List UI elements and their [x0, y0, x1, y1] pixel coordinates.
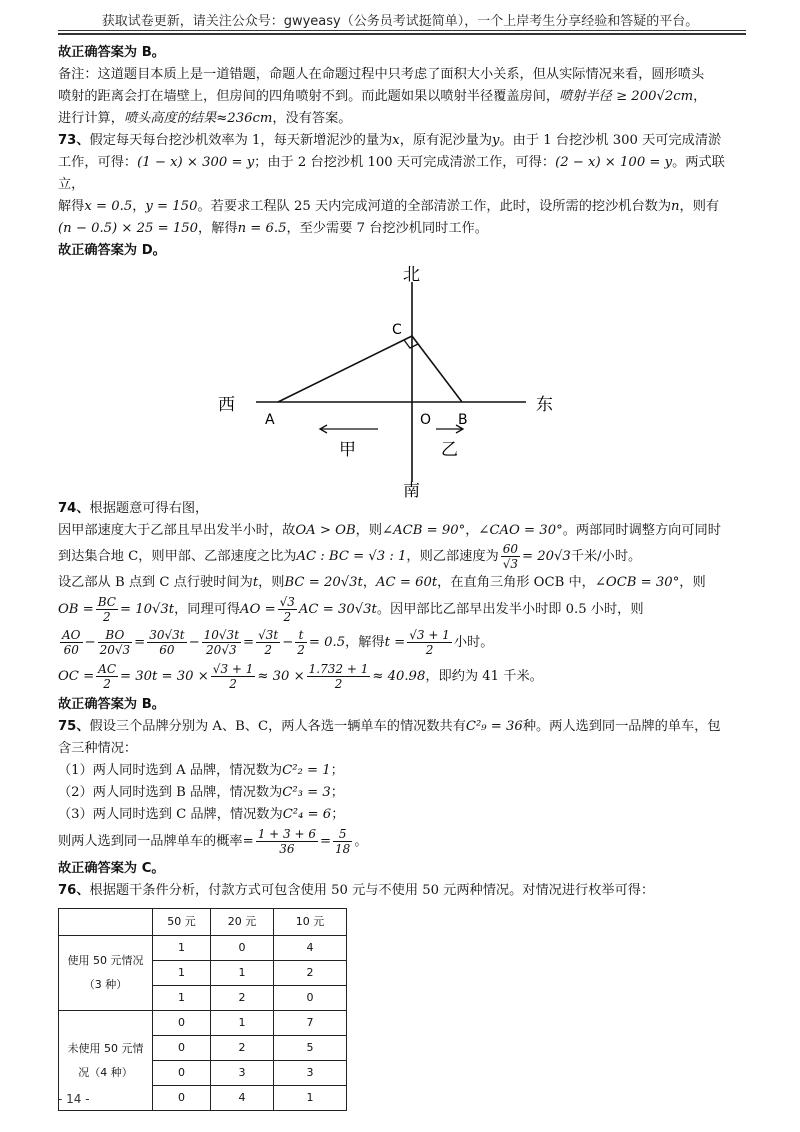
q74-var-t: t: [252, 575, 259, 590]
q74-operator: −: [84, 635, 96, 650]
q74-equation: = 10√3t: [119, 602, 175, 617]
q72-note-end-2: ，没有答案。: [272, 111, 352, 126]
q74-fraction: [407, 628, 452, 657]
point-a: A: [265, 412, 275, 428]
q74-equation: AC = 60t: [376, 575, 438, 590]
fraction-denominator: 2: [103, 610, 111, 624]
fraction-numerator: AC: [98, 662, 117, 676]
fraction-numerator: 1 + 3 + 6: [257, 827, 316, 841]
q74-equation: BC = 20√3t: [284, 575, 363, 590]
q75-number: 75、: [58, 719, 90, 734]
q74-text: 。两部同时调整方向可同时: [562, 523, 721, 538]
fraction-denominator: 2: [425, 643, 434, 657]
table-cell: 0: [153, 1036, 211, 1061]
q74-text: 。因甲部比乙部早出发半小时即 0.5 小时，则: [376, 602, 644, 617]
q74-line1: [58, 498, 748, 520]
q72-note-handwritten-2: 喷头高度的结果≈236cm: [123, 111, 273, 126]
fraction-denominator: 60: [63, 643, 79, 657]
q73-text: ，: [132, 199, 146, 214]
q74-fraction: [307, 662, 371, 691]
fraction-denominator: 2: [264, 643, 272, 657]
diagram-svg: [58, 262, 748, 498]
table-header: [59, 909, 153, 936]
fraction-denominator: 18: [335, 842, 351, 856]
segment-ac: [278, 336, 412, 402]
table-cell: 1: [153, 936, 211, 961]
fraction-numerator: AO: [62, 628, 81, 642]
q75-operator: =: [242, 834, 254, 849]
fraction-numerator: BC: [97, 595, 116, 609]
q74-line5: [58, 594, 748, 626]
q74-fraction: [96, 595, 118, 624]
q73-text: ，则有: [679, 199, 720, 214]
q73-text: 假定每天每台挖沙机效率为 1，每天新增泥沙的量为: [89, 133, 393, 148]
q74-text: 小时。: [453, 635, 494, 650]
table-row: [59, 1011, 347, 1036]
q76-line1: [58, 880, 748, 902]
label-north: 北: [403, 265, 420, 285]
q74-operator: =: [243, 635, 255, 650]
q74-text: ，同理可得: [174, 602, 241, 617]
q72-answer: 故正确答案为 B。: [58, 45, 165, 60]
point-o: O: [420, 412, 432, 428]
fraction-denominator: 2: [103, 677, 111, 691]
q73-var-y: y: [492, 133, 500, 148]
q74-fraction: [256, 628, 280, 657]
q74-equation: ≈ 30 ×: [257, 669, 305, 684]
q75-equation: C²₉ = 36: [465, 719, 523, 734]
table-cell: 0: [153, 1061, 211, 1086]
q75-text: 种。两人选到同一品牌的单车，包: [522, 719, 721, 734]
q75-text: 假设三个品牌分别为 A、B、C，两人各选一辆单车的情况数共有: [89, 719, 466, 734]
q72-note-handwritten: 喷射半径 ≥ 200√2cm: [559, 89, 694, 104]
group-label-line: 未使用 50 元情: [67, 1041, 144, 1055]
q74-line7: [58, 660, 748, 694]
group-label-used-50: [59, 936, 153, 1011]
q74-text: 到达集合地 C，则甲部、乙部速度之比为: [58, 549, 297, 564]
table-cell: 1: [274, 1086, 347, 1111]
q73-var-x: x: [392, 133, 400, 148]
q73-answer: 故正确答案为 D。: [58, 243, 166, 258]
fraction-numerator: √3t: [258, 628, 279, 642]
table-cell: 3: [211, 1061, 274, 1086]
label-east: 东: [536, 395, 553, 415]
q73-text: 。由于 1 台挖沙机 300 天可完成清淤: [499, 133, 722, 148]
q72-note-text: 喷射的距离会打在墙壁上，但房间的四角喷射不到。而此题如果以喷射半径覆盖房间，: [58, 89, 560, 104]
q73-var-n: n: [671, 199, 680, 214]
q74-operator: −: [282, 635, 294, 650]
label-west: 西: [218, 395, 235, 415]
q72-note-line2: [58, 86, 748, 108]
q74-fraction: [60, 628, 83, 657]
table-cell: 7: [274, 1011, 347, 1036]
table-cell: 2: [211, 986, 274, 1011]
group-label-line: （3 种）: [83, 978, 128, 991]
table-cell: 0: [211, 936, 274, 961]
fraction-denominator: 20√3: [206, 643, 237, 657]
q74-fraction: [98, 628, 133, 657]
q74-line4: [58, 572, 748, 594]
q74-text: ，则: [355, 523, 383, 538]
q74-equation: = 20√3: [521, 549, 571, 564]
q73-text: 解得: [58, 199, 85, 214]
q73-text: ；由于 2 台挖沙机 100 天可完成清淤工作，可得：: [254, 155, 556, 170]
q74-equation: ≈ 40.98: [372, 669, 426, 684]
fraction-denominator: 20√3: [99, 643, 131, 657]
table-cell: 1: [153, 961, 211, 986]
q74-equation: OB =: [58, 602, 94, 617]
q72-note-pre: 进行计算，: [58, 111, 124, 126]
q74-text: 设乙部从 B 点到 C 点行驶时间为: [58, 575, 253, 590]
q73-text: ，至少需要 7 台挖沙机同时工作。: [286, 221, 488, 236]
q75-case3: [58, 804, 748, 826]
q75-text: ；: [331, 807, 345, 822]
q73-number: 73、: [58, 133, 90, 148]
payment-enumeration-table: [58, 908, 347, 1111]
q73-text: 工作，可得：: [58, 155, 138, 170]
q75-text: （2）两人同时选到 B 品牌，情况数为: [58, 785, 283, 800]
table-header-row: [59, 909, 347, 936]
fraction-numerator: t: [295, 628, 307, 643]
q75-equation: C²₂ = 1: [282, 763, 331, 778]
table-header: 10 元: [274, 909, 347, 936]
q74-text: ，则: [679, 575, 706, 590]
q73-line4: [58, 218, 748, 240]
fraction-numerator: 5: [333, 827, 352, 842]
table-cell: 0: [274, 986, 347, 1011]
q73-equation: n = 6.5: [237, 221, 287, 236]
segment-cb: [412, 336, 462, 402]
table-cell: 0: [153, 1086, 211, 1111]
q75-text: （1）两人同时选到 A 品牌，情况数为: [58, 763, 283, 778]
q74-fraction: [278, 595, 297, 624]
header-rule-thick: [58, 33, 746, 35]
q74-equation: t =: [384, 635, 406, 650]
q74-text: ，则: [258, 575, 285, 590]
q74-equation: AO =: [240, 602, 276, 617]
q74-number: 74、: [58, 501, 90, 516]
point-c: C: [392, 322, 402, 338]
fraction-denominator: √3: [502, 557, 518, 571]
q74-text: 因甲部速度大于乙部且早出发半小时，故: [58, 523, 296, 538]
label-yi: 乙: [441, 440, 458, 460]
q75-answer: 故正确答案为 C。: [58, 861, 165, 876]
label-jia: 甲: [339, 440, 356, 460]
fraction-numerator: 1.732 + 1: [308, 662, 369, 676]
q74-fraction: [202, 628, 241, 657]
page-content: [58, 42, 748, 1111]
direction-diagram: [58, 262, 748, 498]
point-b: B: [458, 412, 468, 428]
q74-text: ，即约为 41 千米。: [425, 669, 543, 684]
table-cell: 3: [274, 1061, 347, 1086]
table-header: 20 元: [211, 909, 274, 936]
q74-text: ，在直角三角形 OCB 中，: [437, 575, 595, 590]
q74-answer: 故正确答案为 B。: [58, 697, 165, 712]
q74-fraction: [147, 628, 186, 657]
q74-line2: [58, 520, 748, 542]
fraction-denominator: 60: [159, 643, 175, 657]
table-cell: 2: [211, 1036, 274, 1061]
q73-text: 。若要求工程队 25 天内完成河道的全部清淤工作，此时，设所需的挖沙机台数为: [197, 199, 672, 214]
q74-operator: =: [134, 635, 146, 650]
q73-text: 。两式联立，: [58, 155, 725, 192]
fraction-numerator: 30√3t: [149, 628, 185, 642]
q74-fraction: [96, 662, 118, 691]
q75-line1: [58, 716, 748, 738]
q73-equation: y = 150: [145, 199, 198, 214]
q73-equation: (n − 0.5) × 25 = 150: [58, 221, 199, 236]
fraction-numerator: √3 + 1: [212, 662, 254, 676]
q75-fraction: [333, 827, 352, 856]
q74-line6: [58, 626, 748, 660]
q74-text: ，解得: [345, 635, 385, 650]
q75-case2: [58, 782, 748, 804]
q74-equation: ∠CAO = 30°: [478, 523, 563, 538]
q73-line3: [58, 196, 748, 218]
q74-equation: ∠ACB = 90°: [382, 523, 466, 538]
q73-line1: [58, 130, 748, 152]
q76-number: 76、: [58, 883, 90, 898]
fraction-denominator: 36: [279, 842, 295, 856]
q73-equation: (1 − x) × 300 = y: [137, 155, 255, 170]
q74-line3: [58, 542, 748, 572]
table-cell: 4: [211, 1086, 274, 1111]
table-header: 50 元: [153, 909, 211, 936]
q75-operator: =: [319, 834, 332, 849]
q76-text: 根据题干条件分析，付款方式可包含使用 50 元与不使用 50 元两种情况。对情况进行枚举可得：: [89, 883, 655, 898]
table-cell: 5: [274, 1036, 347, 1061]
q72-note-end: ，: [693, 89, 707, 104]
q75-text: 。: [354, 834, 368, 849]
q74-equation: OC =: [58, 669, 95, 684]
q74-fraction: [501, 542, 520, 571]
table-cell: 1: [211, 1011, 274, 1036]
group-label-line: 况（4 种）: [78, 1065, 133, 1079]
q74-equation: ∠OCB = 30°: [594, 575, 680, 590]
q74-text: 千米/小时。: [570, 549, 642, 564]
q75-case1: [58, 760, 748, 782]
q74-equation: AC : BC = √3 : 1: [296, 549, 407, 564]
q75-text: ；: [330, 763, 344, 778]
table-cell: 1: [153, 986, 211, 1011]
q73-text: ，原有泥沙量为: [399, 133, 493, 148]
q75-equation: C²₃ = 3: [282, 785, 331, 800]
q74-text: ，: [465, 523, 479, 538]
q74-fraction: [211, 662, 256, 691]
q74-equation: = 0.5: [308, 635, 346, 650]
fraction-denominator: 2: [334, 677, 343, 691]
group-label-line: 使用 50 元情况: [67, 954, 144, 967]
q74-equation: = 30t = 30 ×: [120, 669, 209, 684]
q74-equation: OA > OB: [295, 523, 356, 538]
fraction-numerator: √3 + 1: [409, 628, 450, 642]
q75-text: ；: [330, 785, 344, 800]
fraction-numerator: 10√3t: [203, 628, 240, 642]
q74-fraction: [295, 628, 307, 657]
fraction-denominator: 2: [229, 677, 237, 691]
q72-note-line1: 备注：这道题目本质上是一道错题，命题人在命题过程中只考虑了面积大小关系，但从实际情况来看，圆形喷头: [58, 67, 705, 82]
page-number: - 14 -: [58, 1092, 90, 1106]
q72-note-line3: [58, 108, 748, 130]
q74-text: ，则乙部速度为: [406, 549, 499, 564]
q74-operator: −: [188, 635, 200, 650]
q75-line2: 含三种情况：: [58, 741, 138, 756]
q74-text: 根据题意可得右图，: [89, 501, 209, 516]
table-cell: 0: [153, 1011, 211, 1036]
q74-text: ，: [362, 575, 377, 590]
header-rule: [58, 30, 746, 31]
table-cell: 1: [211, 961, 274, 986]
fraction-numerator: 60: [502, 542, 518, 556]
label-south: 南: [403, 481, 420, 498]
fraction-denominator: 2: [297, 643, 305, 657]
q75-equation: C²₄ = 6: [282, 807, 332, 822]
q73-text: ，解得: [198, 221, 238, 236]
q75-fraction: [256, 827, 318, 856]
q73-equation: (2 − x) × 100 = y: [555, 155, 673, 170]
q74-equation: AC = 30√3t: [298, 602, 377, 617]
fraction-numerator: √3: [279, 595, 295, 609]
q73-line2: [58, 152, 748, 196]
table-cell: 4: [274, 936, 347, 961]
page-header: 获取试卷更新，请关注公众号：gwyeasy（公务员考试挺简单），一个上岸考生分享经验和答疑的平台。: [101, 14, 699, 29]
table-row: [59, 936, 347, 961]
fraction-denominator: 2: [283, 610, 292, 624]
q75-text: 则两人选到同一品牌单车的概率: [58, 834, 243, 849]
table-cell: 2: [274, 961, 347, 986]
q73-equation: x = 0.5: [84, 199, 133, 214]
q75-probability: [58, 826, 748, 858]
q75-text: （3）两人同时选到 C 品牌，情况数为: [58, 807, 283, 822]
fraction-numerator: BO: [98, 628, 133, 643]
